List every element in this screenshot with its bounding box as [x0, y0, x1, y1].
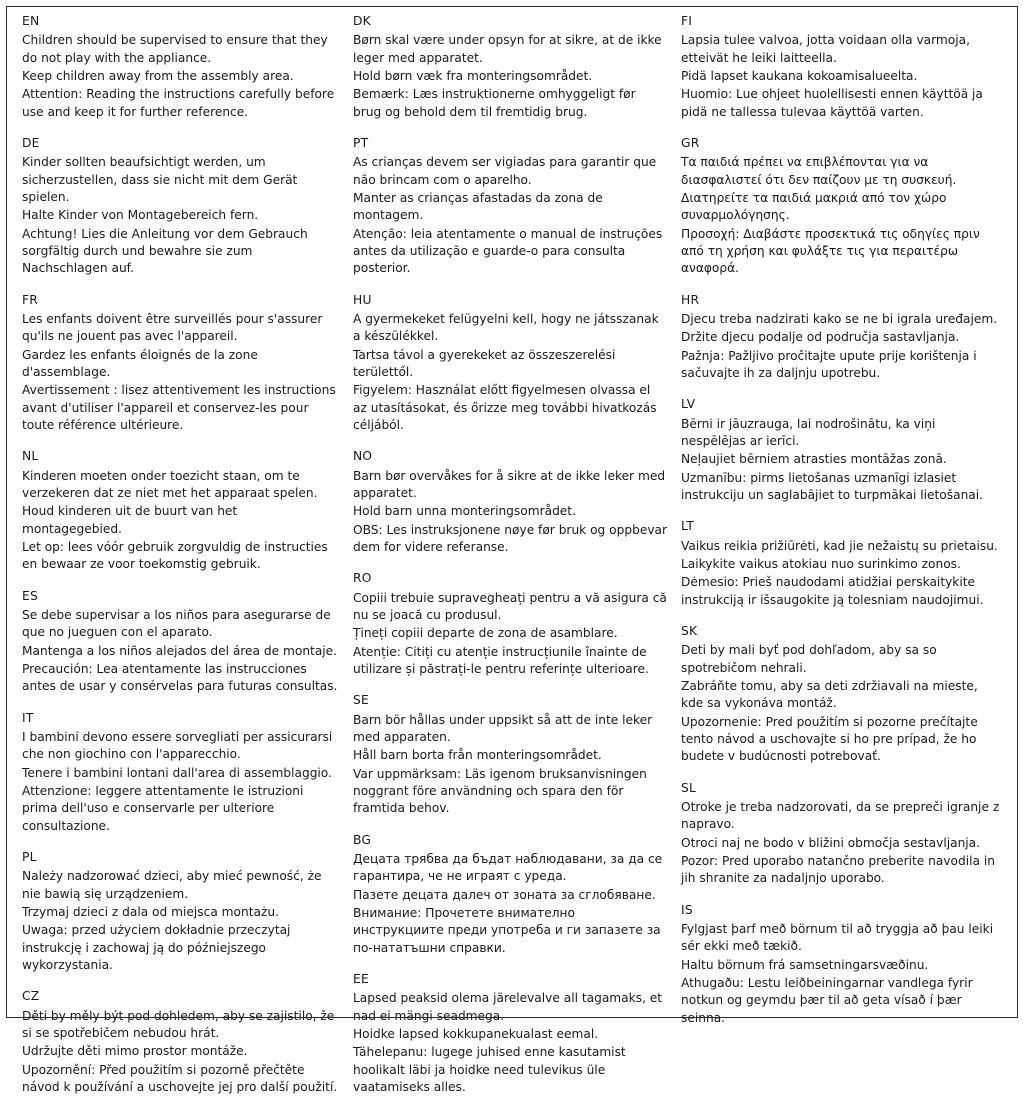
instruction-line: Laikykite vaikus atokiau nuo surinkimo zonos. — [681, 557, 961, 572]
instruction-line: Tartsa távol a gyerekeket az összeszerelési területtől. — [353, 347, 616, 379]
instruction-line: A gyermekeket felügyelni kell, hogy ne játsszanak a készülékkel. — [353, 312, 659, 344]
language-code: IT — [22, 710, 34, 725]
language-text — [22, 607, 339, 696]
instruction-line: I bambini devono essere sorvegliati per assicurarsi che non giochino con l'apparecchio. — [22, 730, 333, 762]
language-text — [681, 311, 1002, 382]
language-text — [22, 868, 339, 974]
language-block-dk — [353, 14, 667, 121]
language-block-hu — [353, 293, 667, 435]
language-code: PT — [353, 136, 369, 150]
language-code: SK — [681, 624, 698, 638]
instruction-line: Precaución: Lea atentamente las instrucciones antes de usar y consérvelas para futuras consultas. — [22, 661, 338, 694]
instruction-line: Huomio: Lue ohjeet huolellisesti ennen käyttöä ja pidä ne tallessa tulevaa käyttöä varten. — [681, 87, 983, 119]
instruction-line: Τα παιδιά πρέπει να επιβλέπονται για να διασφαλιστεί ότι δεν παίζουν με τη συσκευή. — [681, 155, 957, 187]
language-block-hr — [681, 293, 1002, 383]
language-code: EN — [22, 14, 40, 28]
language-text — [353, 712, 667, 818]
language-code: HR — [681, 292, 700, 307]
language-text — [22, 154, 339, 277]
language-block-sk — [681, 624, 1002, 766]
instruction-line: Pažnja: Pažljivo pročitajte upute prije korištenja i sačuvajte ih za daljnju upotrebu. — [681, 348, 977, 380]
instruction-line: Hold barn unna monteringsområdet. — [353, 504, 576, 519]
language-text — [22, 1008, 339, 1097]
instruction-line: Avertissement : lisez attentivement les instructions avant d'utiliser l'appareil et conservez-les pour toute référence ultérieure. — [22, 383, 336, 432]
instruction-line: Otroci naj ne bodo v bližini območja sestavljanja. — [681, 835, 981, 850]
language-text — [353, 32, 667, 121]
instruction-line: Vaikus reikia prižiūrėti, kad jie nežaistų su prietaisu. — [681, 538, 998, 553]
language-code: LV — [681, 397, 696, 412]
instruction-line: Djecu treba nadzirati kako se ne bi igrala uređajem. — [681, 312, 998, 327]
language-block-fi — [681, 14, 1002, 121]
instruction-line: Držite djecu podalje od područja sastavljanja. — [681, 330, 960, 345]
instruction-line: Atenção: leia atentamente o manual de instruções antes da utilização e guarde-o para consulta posterior. — [353, 226, 663, 276]
instruction-line: Hoidke lapsed kokkupanekualast eemal. — [353, 1026, 599, 1041]
language-text — [353, 311, 667, 434]
language-text — [681, 642, 1002, 765]
language-block-ee — [353, 972, 667, 1096]
language-code: NO — [353, 449, 373, 464]
language-text — [353, 990, 667, 1096]
language-code: GR — [681, 136, 700, 150]
language-block-se — [353, 693, 667, 817]
language-text — [22, 311, 339, 434]
instruction-line: Attention: Reading the instructions carefully before use and keep it for further reference. — [22, 87, 335, 119]
instruction-line: Dėmesio: Prieš naudodami atidžiai perskaitykite instrukciją ir išsaugokite ją tolesniam naudojimui. — [681, 575, 984, 607]
instruction-line: Udržujte děti mimo prostor montáže. — [22, 1044, 248, 1059]
language-code: IS — [681, 902, 693, 917]
instruction-line: OBS: Les instruksjonene nøye før bruk og oppbevar dem for videre referanse. — [353, 522, 668, 554]
language-block-sl — [681, 781, 1002, 888]
instruction-line: Προσοχή: Διαβάστε προσεκτικά τις οδηγίες πριν από τη χρήση και φυλάξτε τις για περαιτέρω αναφορά. — [681, 226, 980, 276]
instruction-line: Uzmanību: pirms lietošanas uzmanīgi izlasiet instrukciju un saglabājiet to turpmākai lietošanai. — [681, 470, 984, 502]
language-code: FR — [22, 292, 39, 307]
instruction-line: Halte Kinder von Montagebereich fern. — [22, 208, 259, 223]
language-code: NL — [22, 449, 39, 464]
instruction-line: Țineți copiii departe de zona de asamblare. — [353, 626, 618, 641]
language-block-gr — [681, 136, 1002, 278]
instruction-line: Пазете децата далеч от зоната за сглобяване. — [353, 887, 656, 902]
instruction-line: Lapsia tulee valvoa, jotta voidaan olla varmoja, etteivät he leiki laitteella. — [681, 33, 970, 65]
language-block-de — [22, 136, 339, 278]
instruction-line: Hold børn væk fra monteringsområdet. — [353, 69, 593, 84]
language-text — [681, 154, 1002, 277]
instruction-line: Var uppmärksam: Läs igenom bruksanvisningen noggrant före användning och spara den för framtida behov. — [353, 766, 647, 816]
instruction-line: Mantenga a los niños alejados del área de montaje. — [22, 643, 338, 658]
language-text — [22, 32, 339, 121]
language-block-es — [22, 589, 339, 696]
instruction-line: Tähelepanu: lugege juhised enne kasutamist hoolikalt läbi ja hoidke need tulevikus üle vaatamiseks alles. — [353, 1045, 626, 1094]
instruction-line: Se debe supervisar a los niños para asegurarse de que no jueguen con el aparato. — [22, 608, 331, 640]
language-code: HU — [353, 292, 372, 307]
language-block-it — [22, 711, 339, 835]
instruction-line: Attenzione: leggere attentamente le istruzioni prima dell'uso e conservarle per ulteriore consultazione. — [22, 783, 304, 833]
language-block-nl — [22, 449, 339, 573]
instruction-line: Håll barn borta från monteringsområdet. — [353, 748, 602, 763]
language-code: CZ — [22, 989, 40, 1004]
instruction-line: Trzymaj dzieci z dala od miejsca montażu. — [22, 904, 279, 919]
language-text — [681, 416, 1002, 505]
instruction-line: Manter as crianças afastadas da zona de montagem. — [353, 191, 603, 223]
language-text — [681, 921, 1002, 1027]
instruction-line: Děti by měly být pod dohledem, aby se zajistilo, že si se spotřebičem nebudou hrát. — [22, 1008, 335, 1040]
language-text — [353, 590, 667, 679]
language-code: PL — [22, 849, 37, 864]
language-code: FI — [681, 14, 693, 28]
instruction-line: Les enfants doivent être surveillés pour s'assurer qu'ils ne jouent pas avec l'appareil. — [22, 312, 323, 344]
language-text — [681, 32, 1002, 121]
column-3 — [681, 14, 1006, 1042]
instruction-line: Neļaujiet bērniem atrasties montāžas zonā. — [681, 452, 947, 467]
language-block-cz — [22, 989, 339, 1096]
instruction-line: Barn bør overvåkes for å sikre at de ikke leker med apparatet. — [353, 468, 666, 500]
instruction-line: Fylgjast þarf með börnum til að tryggja að þau leiki sér ekki með tækið. — [681, 922, 994, 954]
language-text — [681, 538, 1002, 609]
instruction-line: Upozornění: Před použitím si pozorně přečtěte návod k používání a uschovejte jej pro další použití. — [22, 1062, 338, 1094]
language-block-lt — [681, 519, 1002, 609]
language-code: ES — [22, 588, 38, 603]
instruction-line: Bemærk: Læs instruktionerne omhyggeligt før brug og behold dem til fremtidig brug. — [353, 87, 636, 119]
language-block-pl — [22, 850, 339, 974]
language-code: EE — [353, 971, 369, 986]
instruction-line: Haltu börnum frá samsetningarsvæðinu. — [681, 957, 929, 972]
instruction-line: Achtung! Lies die Anleitung vor dem Gebrauch sorgfältig durch und bewahre sie zum Nachschlagen auf. — [22, 226, 308, 276]
column-2 — [353, 14, 681, 1111]
language-block-no — [353, 449, 667, 556]
language-text — [22, 468, 339, 574]
instruction-line: Децата трябва да бъдат наблюдавани, за да се гарантира, че не играят с уреда. — [353, 852, 663, 884]
instruction-line: Atenție: Citiți cu atenție instrucțiunile înainte de utilizare și păstrați-le pentru referințe ulterioare. — [353, 644, 649, 676]
language-text — [353, 851, 667, 957]
instruction-line: Διατηρείτε τα παιδιά μακριά από τον χώρο συναρμολόγησης. — [681, 191, 947, 223]
instruction-line: Kinder sollten beaufsichtigt werden, um sicherzustellen, dass sie nicht mit dem Gerät spielen. — [22, 155, 298, 205]
instruction-line: Lapsed peaksid olema järelevalve all tagamaks, et nad ei mängi seadmega. — [353, 991, 663, 1023]
instruction-line: Внимание: Прочетете внимателно инструкциите преди употреба и ги запазете за по-нататъшни справки. — [353, 905, 661, 955]
instruction-line: Należy nadzorować dzieci, aby mieć pewność, że nie bawią się urządzeniem. — [22, 869, 322, 901]
instruction-line: Tenere i bambini lontani dall'area di assemblaggio. — [22, 765, 332, 780]
instruction-line: Gardez les enfants éloignés de la zone d'assemblage. — [22, 347, 258, 379]
language-block-pt — [353, 136, 667, 278]
instruction-line: Bērni ir jāuzrauga, lai nodrošinātu, ka viņi nespēlējas ar ierīci. — [681, 416, 936, 449]
instruction-line: Athugaðu: Lestu leiðbeiningarnar vandlega fyrir notkun og geymdu þær til að geta vísað í þær seinna. — [681, 976, 973, 1025]
instruction-line: Pozor: Pred uporabo natančno preberite navodila in jih shranite za nadaljnjo uporabo. — [681, 854, 995, 886]
instruction-line: Keep children away from the assembly area. — [22, 69, 294, 84]
language-text — [22, 729, 339, 835]
instruction-line: Upozornenie: Pred použitím si pozorne prečítajte tento návod a uschovajte si ho pre prípad, že ho budete v budúcnosti potrebovať. — [681, 714, 978, 764]
language-code: SL — [681, 780, 697, 795]
instruction-line: Børn skal være under opsyn for at sikre, at de ikke leger med apparatet. — [353, 33, 662, 65]
instruction-line: Kinderen moeten onder toezicht staan, om te verzekeren dat ze niet met het apparaat spelen. — [22, 468, 318, 500]
language-block-ro — [353, 571, 667, 678]
language-columns — [22, 14, 1006, 1094]
language-block-bg — [353, 833, 667, 957]
instruction-line: Otroke je treba nadzorovati, da se prepreči igranje z napravo. — [681, 800, 1000, 832]
language-code: DE — [22, 136, 40, 150]
language-block-fr — [22, 293, 339, 435]
instruction-line: Children should be supervised to ensure that they do not play with the appliance. — [22, 33, 328, 65]
instruction-line: Houd kinderen uit de buurt van het montagegebied. — [22, 504, 238, 536]
language-text — [353, 154, 667, 277]
language-text — [353, 468, 667, 557]
language-text — [681, 799, 1002, 888]
language-code: BG — [353, 832, 372, 847]
instruction-line: As crianças devem ser vigiadas para garantir que não brincam com o aparelho. — [353, 155, 657, 187]
instruction-line: Uwaga: przed użyciem dokładnie przeczytaj instrukcję i zachowaj ją do późniejszego wykorzystania. — [22, 923, 291, 972]
language-code: SE — [353, 693, 369, 708]
column-1 — [22, 14, 353, 1111]
instruction-line: Deti by mali byť pod dohľadom, aby sa so spotrebičom nehrali. — [681, 643, 937, 675]
instruction-line: Let op: lees vóór gebruik zorgvuldig de instructies en bewaar ze voor toekomstig gebruik. — [22, 539, 328, 572]
language-block-lv — [681, 397, 1002, 504]
instruction-line: Figyelem: Használat előtt figyelmesen olvassa el az utasításokat, és őrizze meg további hivatkozás céljából. — [353, 383, 657, 432]
instruction-line: Zabráňte tomu, aby sa deti zdržiavali na mieste, kde sa vykonáva montáž. — [681, 679, 978, 711]
language-code: RO — [353, 571, 372, 586]
language-block-is — [681, 903, 1002, 1027]
language-code: DK — [353, 14, 371, 28]
instruction-line: Copiii trebuie supravegheați pentru a vă asigura că nu se joacă cu produsul. — [353, 590, 667, 622]
language-code: LT — [681, 519, 695, 534]
instruction-line: Pidä lapset kaukana kokoamisalueelta. — [681, 69, 918, 84]
language-block-en — [22, 14, 339, 121]
instruction-line: Barn bör hållas under uppsikt så att de inte leker med apparaten. — [353, 712, 653, 744]
